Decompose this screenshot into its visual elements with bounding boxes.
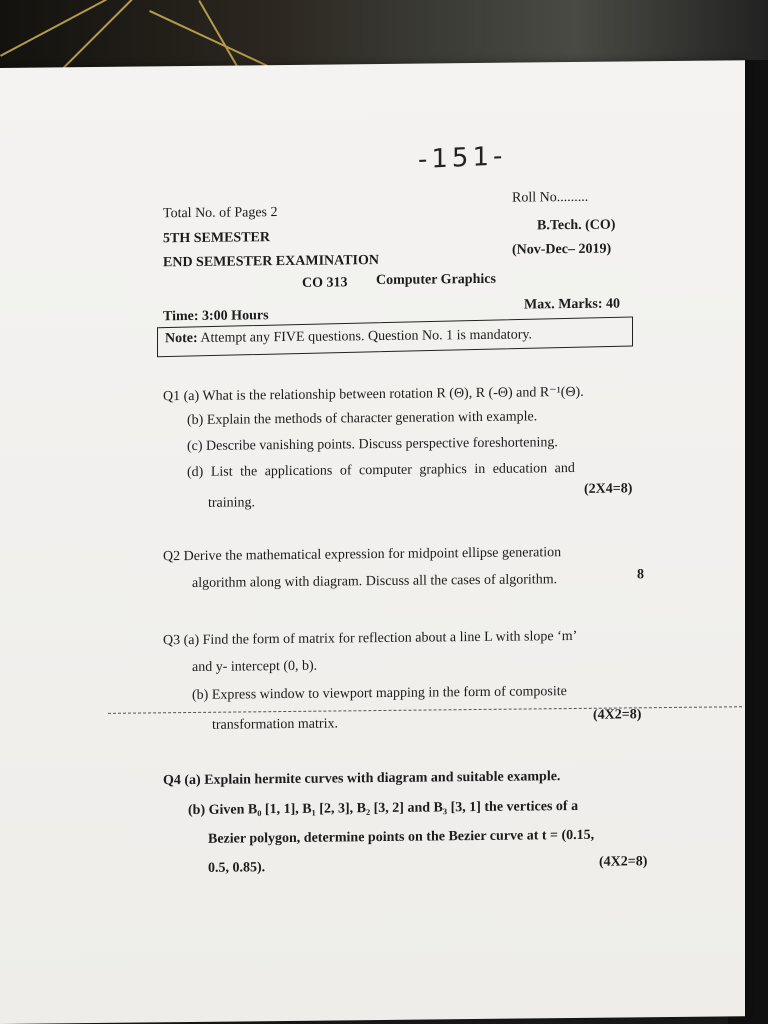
- semester: 5TH SEMESTER: [163, 230, 270, 247]
- q3-part-a-line1: Q3 (a) Find the form of matrix for reflection about a line L with slope ‘m’: [163, 628, 578, 649]
- course-title: Computer Graphics: [376, 271, 496, 289]
- program: B.Tech. (CO): [537, 217, 616, 234]
- note-prefix: Note:: [165, 330, 198, 347]
- q3-part-b-line2: transformation matrix.: [212, 716, 338, 733]
- q1-part-c: (c) Describe vanishing points. Discuss perspective foreshortening.: [187, 435, 558, 455]
- q1-part-b: (b) Explain the methods of character generation with example.: [187, 409, 538, 429]
- gold-pattern-line: [60, 0, 139, 71]
- fold-line: [108, 706, 742, 714]
- q4-part-b-line1: (b) Given B₀ [1, 1], B₁ [2, 3], B₂ [3, 2] and B₃ [3, 1] the vertices of a: [188, 798, 579, 819]
- session: (Nov-Dec– 2019): [512, 241, 612, 258]
- q1-part-a: Q1 (a) What is the relationship between rotation R (Θ), R (-Θ) and R⁻¹(Θ).: [163, 384, 584, 405]
- q4-marks: (4X2=8): [599, 854, 648, 870]
- gold-pattern-line: [0, 0, 107, 57]
- course-code: CO 313: [302, 275, 348, 291]
- note-text: Attempt any FIVE questions. Question No. 1 is mandatory.: [200, 327, 532, 346]
- handwritten-page-mark: -151-: [418, 141, 507, 176]
- q1-part-d-line2: training.: [208, 495, 256, 511]
- exam-time: Time: 3:00 Hours: [163, 308, 269, 325]
- max-marks: Max. Marks: 40: [524, 296, 621, 313]
- total-pages: Total No. of Pages 2: [163, 205, 278, 222]
- q4-part-b-line2: Bezier polygon, determine points on the Bezier curve at t = (0.15,: [208, 827, 595, 847]
- exam-paper: [0, 60, 745, 1024]
- roll-no: Roll No.........: [512, 189, 589, 206]
- q4-part-a: Q4 (a) Explain hermite curves with diagram and suitable example.: [163, 769, 561, 789]
- exam-type: END SEMESTER EXAMINATION: [163, 253, 379, 271]
- q4-part-b-line3: 0.5, 0.85).: [208, 860, 266, 876]
- q3-marks: (4X2=8): [593, 707, 642, 723]
- q2-marks: 8: [637, 567, 644, 583]
- q2-line2: algorithm along with diagram. Discuss all the cases of algorithm.: [192, 572, 558, 591]
- q1-part-d-line1: (d) List the applications of computer graphics in education and: [187, 460, 575, 481]
- q3-part-a-line2: and y- intercept (0, b).: [192, 658, 318, 675]
- q3-part-b-line1: (b) Express window to viewport mapping in the form of composite: [192, 684, 567, 703]
- q1-marks: (2X4=8): [584, 481, 633, 497]
- q2-line1: Q2 Derive the mathematical expression for midpoint ellipse generation: [163, 545, 562, 565]
